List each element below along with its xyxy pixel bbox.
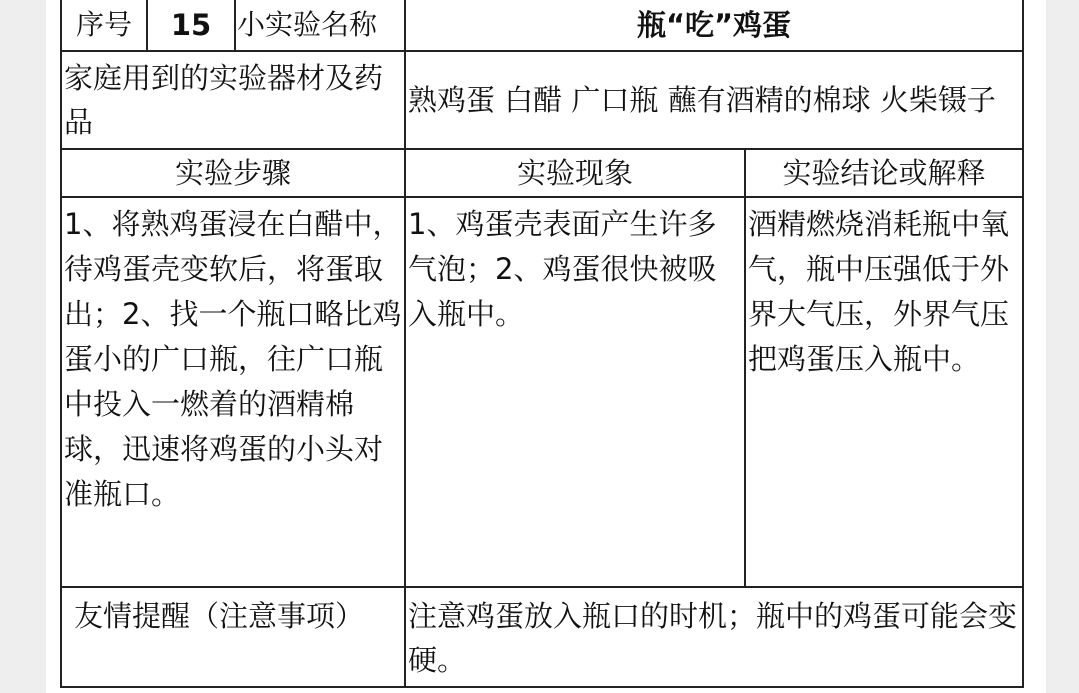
materials-value: 熟鸡蛋 白醋 广口瓶 蘸有酒精的棉球 火柴镊子 [405,51,1023,149]
seq-value: 15 [147,0,235,51]
content-row [61,197,1023,587]
conclusion-header: 实验结论或解释 [745,149,1023,197]
materials-row [61,51,1023,149]
steps-text: 1、将熟鸡蛋浸在白醋中，待鸡蛋壳变软后，将蛋取出；2、找一个瓶口略比鸡蛋小的广口瓶，往广口瓶中投入一燃着的酒精棉球，迅速将鸡蛋的小头对准瓶口。 [61,197,405,587]
experiment-name-value: 瓶“吃”鸡蛋 [405,0,1023,51]
column-header-row [61,149,1023,197]
phenomena-header: 实验现象 [405,149,745,197]
header-row [61,0,1023,51]
reminder-row [61,587,1023,687]
experiment-name-label: 小实验名称 [235,0,405,51]
reminder-value: 注意鸡蛋放入瓶口的时机；瓶中的鸡蛋可能会变硬。 [405,587,1023,687]
reminder-label: 友情提醒（注意事项） [61,587,405,687]
experiment-record-table [60,0,1024,688]
materials-label: 家庭用到的实验器材及药品 [61,51,405,149]
conclusion-text: 酒精燃烧消耗瓶中氧气，瓶中压强低于外界大气压，外界气压把鸡蛋压入瓶中。 [745,197,1023,587]
seq-label: 序号 [61,0,147,51]
worksheet-page [46,0,1046,693]
phenomena-text: 1、鸡蛋壳表面产生许多气泡；2、鸡蛋很快被吸入瓶中。 [405,197,745,587]
steps-header: 实验步骤 [61,149,405,197]
